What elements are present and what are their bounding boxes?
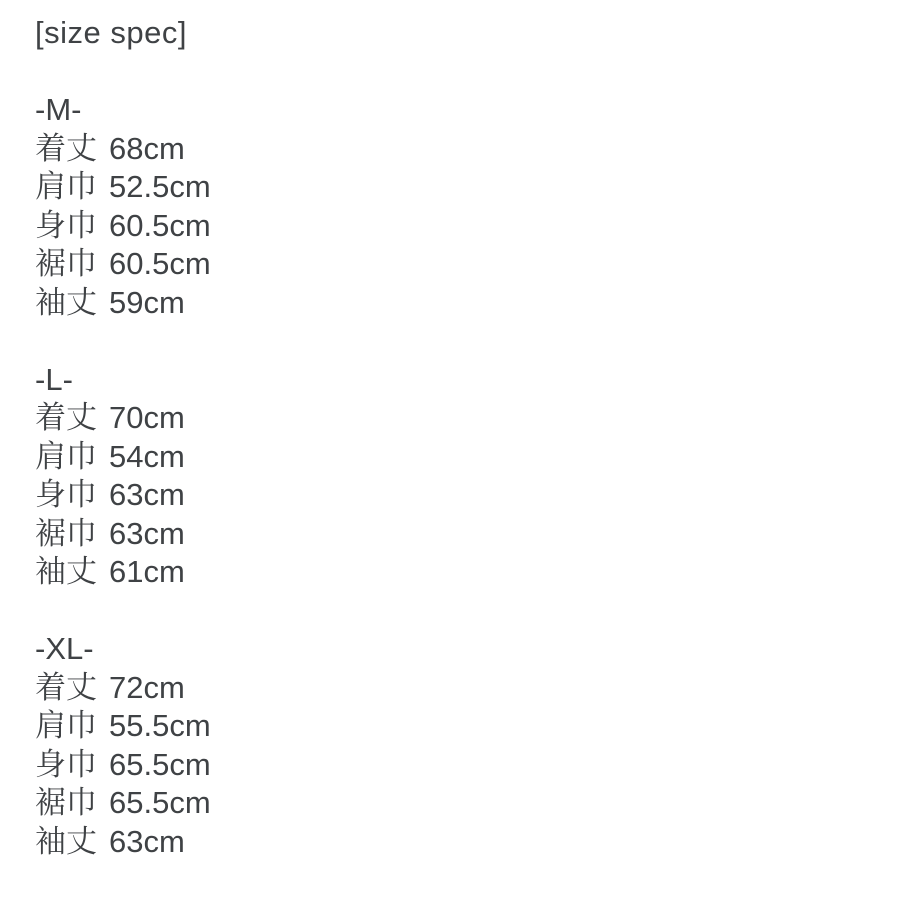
measurement-label: 袖丈 <box>35 554 97 589</box>
size-label-xl: -XL- <box>35 631 94 666</box>
measurement-row <box>35 168 880 207</box>
measurement-value: 63cm <box>109 515 185 551</box>
measurement-row <box>35 669 880 708</box>
measurement-value: 70cm <box>109 400 185 435</box>
measurement-value: 61cm <box>109 554 185 589</box>
size-label-m: -M- <box>35 92 82 127</box>
size-section-m <box>35 91 880 322</box>
measurement-label: 裾巾 <box>35 785 97 820</box>
measurement-label: 裾巾 <box>35 246 97 281</box>
measurement-row <box>35 784 880 823</box>
measurement-value: 59cm <box>109 284 185 320</box>
measurement-label: 着丈 <box>35 400 97 435</box>
measurement-label: 裾巾 <box>35 515 97 551</box>
measurement-row <box>35 746 880 785</box>
measurement-label: 身巾 <box>35 207 97 243</box>
measurement-label: 着丈 <box>35 669 97 705</box>
measurement-row <box>35 707 880 746</box>
measurement-row <box>35 515 880 554</box>
size-section-xl <box>35 630 880 861</box>
measurement-row <box>35 823 880 862</box>
size-spec-title: [size spec] <box>35 15 187 50</box>
measurement-label: 身巾 <box>35 746 97 782</box>
measurement-row <box>35 245 880 284</box>
measurement-value: 60.5cm <box>109 246 211 281</box>
measurement-value: 54cm <box>109 438 185 474</box>
measurement-label: 肩巾 <box>35 438 97 474</box>
measurement-value: 65.5cm <box>109 746 211 782</box>
size-label-l: -L- <box>35 361 73 397</box>
measurement-label: 袖丈 <box>35 823 97 859</box>
measurement-label: 身巾 <box>35 477 97 512</box>
size-section-l <box>35 361 880 592</box>
measurement-label: 肩巾 <box>35 169 97 204</box>
measurement-row <box>35 438 880 477</box>
measurement-row <box>35 130 880 169</box>
measurement-label: 肩巾 <box>35 708 97 743</box>
measurement-value: 65.5cm <box>109 785 211 820</box>
measurement-row <box>35 476 880 515</box>
measurement-value: 72cm <box>109 669 185 705</box>
measurement-value: 68cm <box>109 130 185 166</box>
measurement-label: 着丈 <box>35 130 97 166</box>
measurement-row <box>35 399 880 438</box>
measurement-row <box>35 284 880 323</box>
measurement-value: 55.5cm <box>109 708 211 743</box>
measurement-row <box>35 553 880 592</box>
measurement-row <box>35 207 880 246</box>
measurement-value: 63cm <box>109 477 185 512</box>
measurement-value: 52.5cm <box>109 169 211 204</box>
measurement-value: 63cm <box>109 823 185 859</box>
measurement-value: 60.5cm <box>109 207 211 243</box>
measurement-label: 袖丈 <box>35 284 97 320</box>
